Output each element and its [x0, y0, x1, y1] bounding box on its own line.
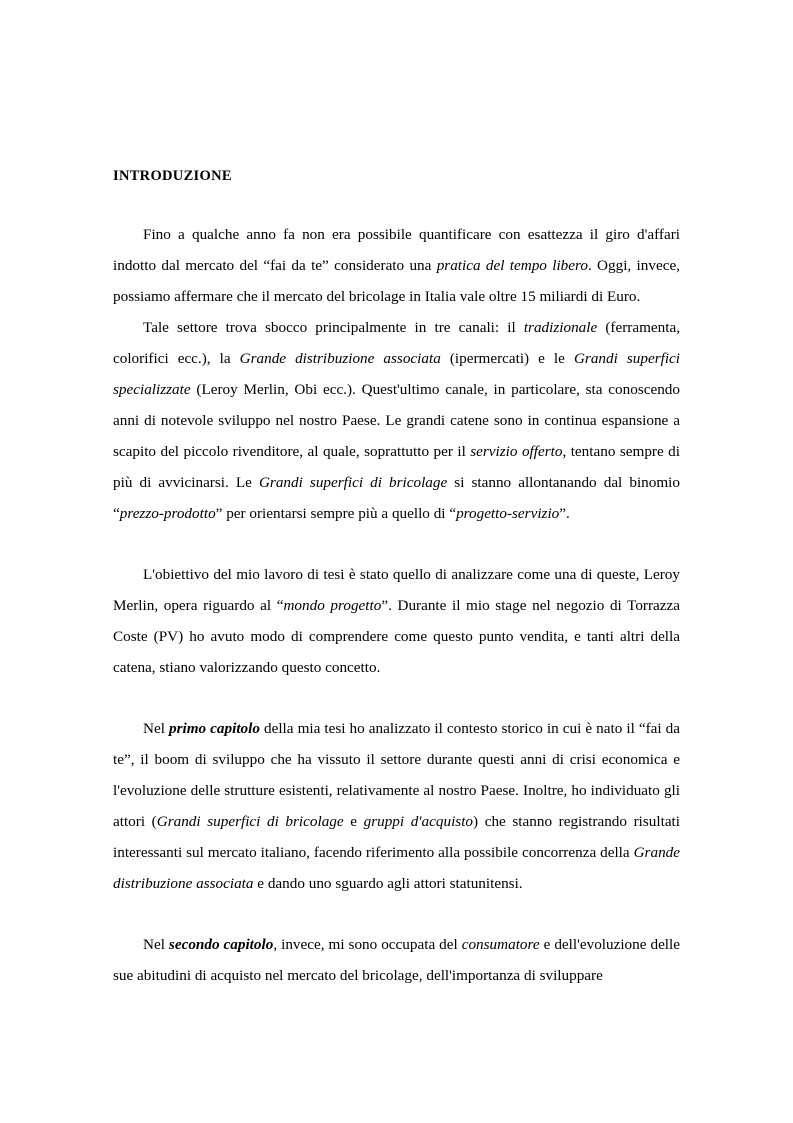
body-text: Nel [143, 720, 169, 738]
page-title: INTRODUZIONE [113, 168, 232, 184]
paragraph [113, 219, 680, 312]
body-text: (ipermercati) e le [440, 350, 574, 368]
body-text: Nel [143, 936, 169, 954]
body-text: , tentano sempre di più di avvicinarsi. Le [113, 443, 680, 492]
emphasis-text: Grande distribuzione associata [113, 844, 680, 893]
body-text: (Leroy Merlin, Obi ecc.). Quest'ultimo canale, in particolare, sta conoscendo anni di notevole sviluppo nel nostro Paese. Le grandi catene sono in continua espansione a scapito del piccolo rivenditore, al quale, soprattutto per il [113, 381, 680, 461]
paragraph [113, 929, 680, 991]
body-text: ” per orientarsi sempre più a quello di “ [215, 505, 457, 523]
body-text: (ferramenta, colorifici ecc.), la [113, 319, 680, 368]
emphasis-text: progetto-servizio [456, 505, 560, 523]
paragraph [113, 713, 680, 899]
body-text: della mia tesi ho analizzato il contesto storico in cui è nato il “fai da te”, il boom di sviluppo che ha vissuto il settore durante questi anni di crisi economica e l'evoluzione delle strutture esistenti, relativamente al nostro Paese. Inoltre, ho individuato gli attori ( [113, 720, 681, 831]
body-text: si stanno allontanando dal binomio “ [113, 474, 680, 523]
emphasis-text: Grandi superfici specializzate [113, 350, 681, 399]
body-text: L'obiettivo del mio lavoro di tesi è stato quello di analizzare come una di queste, Leroy Merlin, opera riguardo al “ [113, 566, 680, 615]
paragraph [113, 312, 680, 529]
emphasis-text: tradizionale [523, 319, 598, 337]
body-text: ”. [559, 505, 570, 523]
body-text: , invece, mi sono occupata del [273, 936, 462, 954]
body-text: e dell'evoluzione delle sue abitudini di acquisto nel mercato del bricolage, dell'importanza di sviluppare [113, 936, 680, 985]
emphasis-text: Grandi superfici di bricolage [156, 813, 344, 831]
body-text: e [343, 813, 364, 831]
paragraph [113, 559, 680, 683]
strong-emphasis-text: secondo capitolo [168, 936, 274, 954]
emphasis-text: gruppi d'acquisto [363, 813, 474, 831]
emphasis-text: pratica del tempo libero [436, 257, 588, 275]
emphasis-text: Grandi superfici di bricolage [258, 474, 448, 492]
body-text: ) che stanno registrando risultati interessanti sul mercato italiano, facendo riferimento alla possibile concorrenza della [113, 813, 680, 862]
document-body [113, 219, 680, 991]
emphasis-text: consumatore [461, 936, 540, 954]
body-text: e dando uno sguardo agli attori statunitensi. [253, 875, 523, 893]
emphasis-text: prezzo-prodotto [119, 505, 216, 523]
body-text: . Oggi, invece, possiamo affermare che il mercato del bricolage in Italia vale oltre 15 miliardi di Euro. [113, 257, 680, 306]
body-text: ”. Durante il mio stage nel negozio di Torrazza Coste (PV) ho avuto modo di comprendere come questo punto vendita, e tanti altri della catena, stiano valorizzando questo concetto. [113, 597, 680, 677]
strong-emphasis-text: primo capitolo [168, 720, 260, 738]
emphasis-text: mondo progetto [283, 597, 382, 615]
body-text: Fino a qualche anno fa non era possibile quantificare con esattezza il giro d'affari indotto dal mercato del “fai da te” considerato una [113, 226, 680, 275]
emphasis-text: Grande distribuzione associata [239, 350, 441, 368]
body-text: Tale settore trova sbocco principalmente in tre canali: il [143, 319, 524, 337]
emphasis-text: servizio offerto [470, 443, 563, 461]
